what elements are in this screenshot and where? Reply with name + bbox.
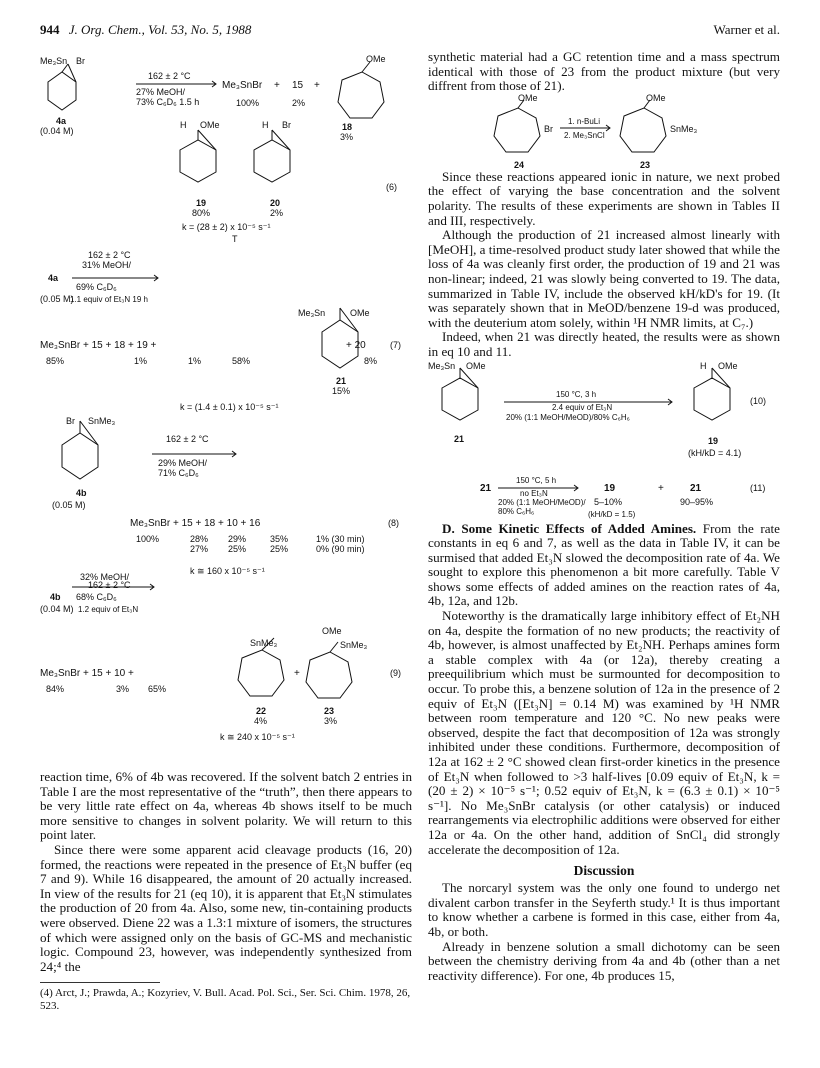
right-paragraph-6: The norcaryl system was the only one found to undergo net divalent carbon transfer in the Seyferth study.¹ It is thus important to know whether a carbene is formed in this case, either from 4a, 4b, or both.	[428, 880, 780, 939]
svg-text:(0.04 M): (0.04 M)	[40, 604, 74, 614]
svg-text:(kH/kD = 4.1): (kH/kD = 4.1)	[688, 447, 742, 458]
svg-text:H: H	[180, 120, 187, 130]
right-paragraph-5: Noteworthy is the dramatically large inhibitory effect of Et₂NH on 4a, despite the formation of no new products; the reactivity of 4b, however, is almost unaffected by Et₂NH. Perhaps amines form a stable complex with 4a (or 12a), thereby creating a preequilibrium which must be surmounted for decomposition to occur. To probe this, a benzene solution of 12a in the presence of 2 equiv of Et₃N ([Et₃N] = 0.14 M) was examined by ¹H NMR between room temperature and 120 °C. No new peaks were observed, despite the fact that decomposition of 12a was strongly inhibited under these conditions. Furthermore, decomposition of 12a at 162 ± 2 °C showed clean first-order kinetics in the presence of Et₃N when followed to >3 half-lives [0.09 equiv of Et₃N, k = (20 ± 2) × 10⁻⁵ s⁻¹; 0.52 equiv of Et₃N, k = (6.3 ± 0.1) × 10⁻⁵ s⁻¹]. No Me₃SnBr catalysis (or other catalysis) or induced rearrangements via electrophilic additions were observed for either 12a or 4a. On the other hand, addition of SnCl₄ did strongly accelerate the decomposition of 12a.	[428, 608, 780, 857]
journal-citation: J. Org. Chem., Vol. 53, No. 5, 1988	[68, 22, 252, 37]
svg-text:21: 21	[480, 482, 492, 494]
bicycle-4b	[62, 433, 98, 479]
svg-text:Br: Br	[76, 56, 85, 66]
svg-text:Me₃SnBr + 15 + 10 +: Me₃SnBr + 15 + 10 +	[40, 668, 134, 679]
scheme-24-to-23	[428, 94, 780, 170]
svg-text:Me₃SnBr + 15 + 18 + 10: Me₃SnBr + 15 + 18 + 10 + 16	[130, 518, 261, 529]
section-d-paragraph	[428, 522, 780, 610]
norcarane-19	[180, 140, 216, 182]
svg-text:21: 21	[336, 376, 347, 386]
svg-text:(kH/kD = 1.5): (kH/kD = 1.5)	[588, 509, 636, 519]
svg-text:Br: Br	[544, 123, 553, 134]
svg-text:(9): (9)	[390, 668, 401, 678]
svg-text:162 ± 2 °C: 162 ± 2 °C	[88, 580, 131, 590]
svg-text:1%: 1%	[134, 356, 148, 366]
svg-text:+: +	[658, 482, 664, 494]
svg-text:4a: 4a	[48, 273, 59, 283]
svg-text:T: T	[232, 234, 238, 244]
svg-text:19: 19	[708, 435, 719, 446]
svg-text:80%: 80%	[192, 208, 211, 218]
svg-text:19: 19	[196, 198, 207, 208]
svg-text:27% MeOH/: 27% MeOH/	[136, 87, 186, 97]
cycloheptene-24	[494, 108, 540, 152]
svg-text:150 °C, 3 h: 150 °C, 3 h	[556, 389, 597, 399]
discussion-heading: Discussion	[573, 863, 635, 879]
svg-text:150 °C, 5 h: 150 °C, 5 h	[516, 475, 557, 485]
svg-text:80% C₆H₆: 80% C₆H₆	[498, 506, 535, 516]
left-paragraph-1: reaction time, 6% of 4b was recovered. If the solvent batch 2 entries in Table I are the most representative of the “truth”, then there appears to be very little rate effect on 4a, whereas 4b shows itself to be much more sensitive to changes in solvent polarity. We will return to this point later.	[40, 769, 412, 843]
svg-text:100%: 100%	[236, 98, 260, 108]
svg-text:31% MeOH/: 31% MeOH/	[82, 260, 132, 270]
section-d-text: From the rate constants in eq 6 and 7, as well as the data in Table IV, it can be surmised that added Et₃N slowed the decomposition rate of 4a. We sought to explore this phenomenon a bit more carefully. Table V shows some effects of added amines on the reaction rates of 4a, 4b, 12a, and 12b.	[428, 520, 780, 609]
left-paragraph-2: Since there were some apparent acid cleavage products (16, 20) formed, the reactions were repeated in the presence of Et₃N buffer (eq 7 and 9). While 16 disappeared, the amount of 20 actually increased. In view of the results for 21 (eq 10), it is apparent that Et₃N stimulates the production of 20 from 4a. Also, some new, tin-containing products were observed. Diene 22 was a 1.3:1 mixture of isomers, the structures of which were assigned only on the basis of GC-MS and mechanistic logic. Compound 23, however, was independently synthesized from 24;⁴ the	[40, 841, 412, 974]
svg-text:+: +	[274, 80, 280, 91]
svg-text:100%: 100%	[136, 534, 160, 544]
svg-text:Me₃Sn: Me₃Sn	[298, 308, 326, 318]
svg-text:OMe: OMe	[518, 93, 538, 103]
svg-text:69% C₆D₆: 69% C₆D₆	[76, 282, 117, 292]
svg-text:H: H	[262, 120, 269, 130]
svg-text:162 ± 2 °C: 162 ± 2 °C	[166, 434, 209, 444]
right-paragraph-7: Already in benzene solution a small dichotomy can be seen between the chemistry deriving from 4a and 4b (other than a net reactivity difference). For one, 4b produces 15,	[428, 938, 780, 983]
svg-text:1.2 equiv of Et₃N: 1.2 equiv of Et₃N	[78, 605, 139, 614]
svg-text:22: 22	[256, 706, 267, 716]
svg-text:162 ± 2 °C: 162 ± 2 °C	[148, 71, 191, 81]
svg-text:25%: 25%	[270, 544, 289, 554]
svg-text:(6): (6)	[386, 182, 397, 192]
svg-text:Br: Br	[282, 120, 291, 130]
svg-text:(10): (10)	[750, 395, 767, 406]
svg-text:25%: 25%	[228, 544, 247, 554]
svg-text:28%: 28%	[190, 534, 209, 544]
svg-text:Me₃Sn: Me₃Sn	[428, 360, 456, 371]
section-d-title: D. Some Kinetic Effects of Added Amines.	[442, 520, 697, 536]
svg-text:2.4 equiv of Et₃N: 2.4 equiv of Et₃N	[552, 402, 613, 412]
svg-text:4b: 4b	[50, 592, 61, 602]
svg-text:85%: 85%	[46, 356, 65, 366]
svg-text:(7): (7)	[390, 340, 401, 350]
svg-text:Me₃SnBr: Me₃SnBr	[222, 80, 263, 91]
cycloheptadiene-22	[238, 650, 284, 696]
svg-text:SnMe₃: SnMe₃	[670, 123, 698, 134]
svg-text:3%: 3%	[340, 132, 354, 142]
page-number: 944	[40, 22, 60, 37]
cycloheptene-23	[306, 652, 352, 698]
svg-text:21: 21	[690, 482, 702, 494]
svg-text:OMe: OMe	[718, 360, 738, 371]
cycloheptene-18	[338, 72, 384, 118]
svg-text:68% C₆D₆: 68% C₆D₆	[76, 592, 117, 602]
svg-text:1.1 equiv of Et₃N 19 h: 1.1 equiv of Et₃N 19 h	[70, 295, 148, 304]
right-paragraph-4: Indeed, when 21 was directly heated, the results were as shown in eq 10 and 11.	[428, 329, 780, 359]
svg-text:Me₃SnBr + 15 + 18 + 19: Me₃SnBr + 15 + 18 + 19 +	[40, 340, 157, 351]
svg-text:OMe: OMe	[646, 93, 666, 103]
svg-text:58%: 58%	[232, 356, 251, 366]
svg-text:SnMe₃: SnMe₃	[88, 416, 116, 426]
svg-text:23: 23	[640, 159, 651, 170]
svg-text:2%: 2%	[292, 98, 306, 108]
svg-text:4%: 4%	[254, 716, 268, 726]
svg-text:5–10%: 5–10%	[594, 496, 623, 507]
svg-text:0% (90 min): 0% (90 min)	[316, 544, 365, 554]
svg-text:(0.05 M): (0.05 M)	[40, 294, 74, 304]
cycloheptene-23-product	[620, 108, 666, 152]
equations-10-11	[428, 360, 780, 522]
svg-text:SnMe₃: SnMe₃	[250, 638, 278, 648]
svg-text:1% (30 min): 1% (30 min)	[316, 534, 365, 544]
svg-text:H: H	[700, 360, 707, 371]
bicycle-4a	[48, 72, 76, 110]
svg-text:(11): (11)	[750, 482, 766, 493]
svg-text:+: +	[294, 668, 300, 679]
svg-text:84%: 84%	[46, 684, 65, 694]
svg-text:29%: 29%	[228, 534, 247, 544]
svg-text:SnMe₃: SnMe₃	[340, 640, 368, 650]
svg-text:k = (28 ± 2) x 10⁻⁵ s⁻¹: k = (28 ± 2) x 10⁻⁵ s⁻¹	[182, 222, 271, 232]
footnote-rule	[40, 982, 160, 983]
right-column	[428, 50, 780, 983]
svg-text:23: 23	[324, 706, 335, 716]
svg-text:k ≅ 160 x 10⁻⁵ s⁻¹: k ≅ 160 x 10⁻⁵ s⁻¹	[190, 566, 265, 576]
svg-text:Br: Br	[66, 416, 75, 426]
svg-text:(0.04 M): (0.04 M)	[40, 126, 74, 136]
svg-text:32% MeOH/: 32% MeOH/	[80, 572, 130, 582]
svg-text:OMe: OMe	[322, 626, 342, 636]
left-column	[40, 50, 412, 1012]
running-authors: Warner et al.	[713, 22, 780, 37]
svg-text:15%: 15%	[332, 386, 351, 396]
page-header	[40, 22, 780, 42]
svg-text:20% (1:1 MeOH/MeOD)/: 20% (1:1 MeOH/MeOD)/	[498, 497, 586, 507]
right-paragraph-3: Although the production of 21 increased almost linearly with [MeOH], a time-resolved product study later showed that while the loss of 4a was cleanly first order, the production of 19 and 21 was non-linear; indeed, 21 was slowly being converted to 19. The data, summarized in Table IV, include the observed kH/kD's for 19. (It was separately shown that in MeOD/benzene 19-d was produced, with the deuterium atom solely, within ¹H NMR limits, at C₇.)	[428, 227, 780, 330]
svg-text:OMe: OMe	[366, 54, 386, 64]
svg-text:20% (1:1 MeOH/MeOD)/80% C₆H₆: 20% (1:1 MeOH/MeOD)/80% C₆H₆	[506, 412, 630, 422]
reaction-schemes-left	[40, 50, 412, 770]
svg-text:1. n-BuLi: 1. n-BuLi	[568, 116, 601, 126]
svg-text:OMe: OMe	[200, 120, 220, 130]
right-paragraph-1: synthetic material had a GC retention time and a mass spectrum identical with those of 23 from the product mixture (but very diffrent from those of 21).	[428, 49, 780, 94]
svg-text:2%: 2%	[270, 208, 284, 218]
footnote-4: (4) Arct, J.; Prawda, A.; Kozyriev, V. Bull. Acad. Pol. Sci., Ser. Sci. Chim. 1978, 26, 523.	[40, 987, 411, 1012]
svg-text:+: +	[314, 80, 320, 91]
svg-text:k = (1.4 ± 0.1) x 10⁻⁵ s⁻¹: k = (1.4 ± 0.1) x 10⁻⁵ s⁻¹	[180, 402, 279, 412]
norcarane-20	[254, 140, 290, 182]
svg-text:(0.05 M): (0.05 M)	[52, 500, 86, 510]
svg-text:no Et₃N: no Et₃N	[520, 488, 548, 498]
svg-text:3%: 3%	[324, 716, 338, 726]
svg-text:162 ± 2 °C: 162 ± 2 °C	[88, 250, 131, 260]
svg-text:21: 21	[454, 433, 465, 444]
svg-text:OMe: OMe	[466, 360, 486, 371]
svg-text:29% MeOH/: 29% MeOH/	[158, 458, 208, 468]
svg-text:35%: 35%	[270, 534, 289, 544]
svg-text:20: 20	[270, 198, 281, 208]
svg-text:+ 20: + 20	[346, 340, 366, 351]
svg-text:24: 24	[514, 159, 525, 170]
norcarane-19-eq10	[694, 378, 730, 420]
svg-text:19: 19	[604, 482, 616, 494]
svg-text:OMe: OMe	[350, 308, 370, 318]
label-me3sn: Me₃Sn	[40, 56, 68, 66]
svg-text:1%: 1%	[188, 356, 202, 366]
svg-text:71% C₆D₆: 71% C₆D₆	[158, 468, 199, 478]
svg-text:90–95%: 90–95%	[680, 496, 714, 507]
svg-text:4b: 4b	[76, 488, 87, 498]
svg-text:4a: 4a	[56, 116, 67, 126]
svg-text:k ≅ 240 x 10⁻⁵ s⁻¹: k ≅ 240 x 10⁻⁵ s⁻¹	[220, 732, 295, 742]
svg-text:3%: 3%	[116, 684, 130, 694]
svg-text:(8): (8)	[388, 518, 399, 528]
svg-text:27%: 27%	[190, 544, 209, 554]
svg-text:18: 18	[342, 122, 353, 132]
svg-text:65%: 65%	[148, 684, 167, 694]
bicycle-21-eq10	[442, 378, 478, 420]
svg-text:8%: 8%	[364, 356, 378, 366]
svg-text:73% C₆D₆ 1.5 h: 73% C₆D₆ 1.5 h	[136, 97, 200, 107]
svg-text:2. Me₃SnCl: 2. Me₃SnCl	[564, 130, 605, 140]
right-paragraph-2: Since these reactions appeared ionic in nature, we next probed the effect of varying the base concentration and the solvent polarity. The results of these experiments are shown in Tables II and III, respectively.	[428, 168, 780, 228]
svg-text:15: 15	[292, 80, 304, 91]
